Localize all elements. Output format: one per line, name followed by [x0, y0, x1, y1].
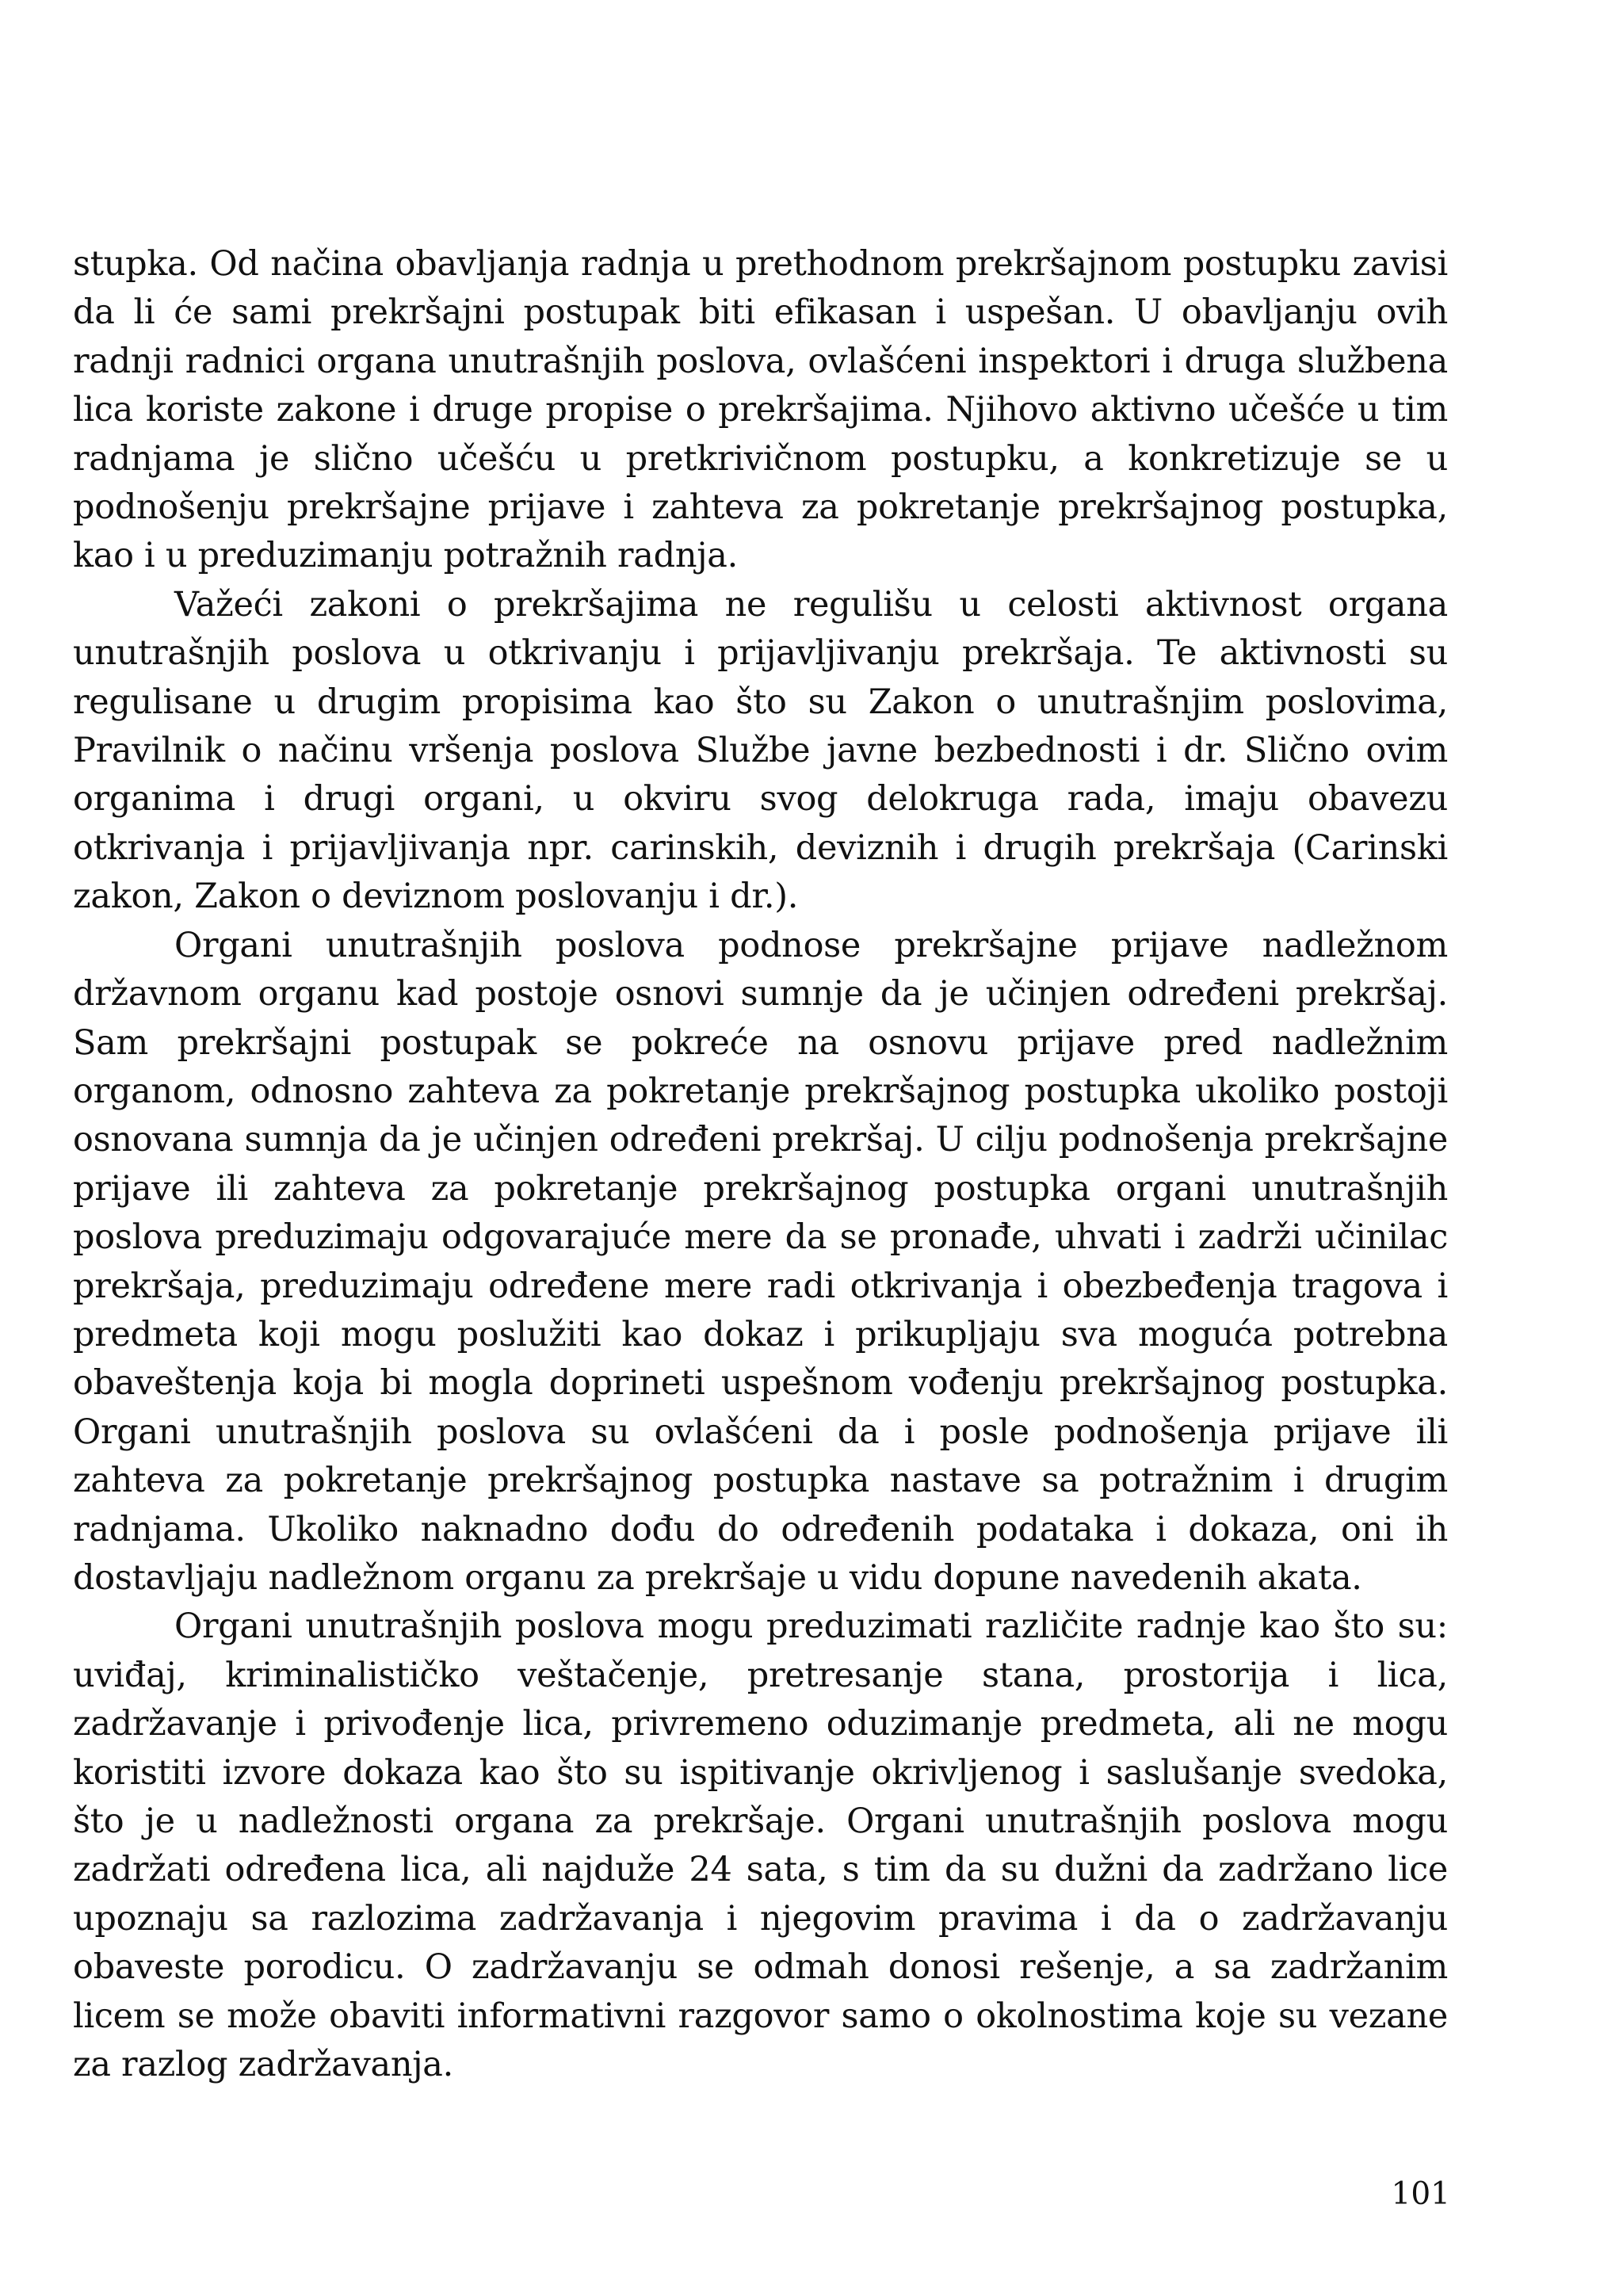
paragraph: Organi unutrašnjih poslova podnose prekršajne prijave nadležnom državnom organu kad postoje osnovi sumnje da je učinjen određeni prekršaj. Sam prekršajni postupak se pokreće na osnovu prijave pred nadležnim organom, odnosno zahteva za pokretanje prekršajnog postupka ukoliko postoji osnovana sumnja da je učinjen određeni prekršaj. U cilju podnošenja prekršajne prijave ili zahteva za pokretanje prekršajnog postupka organi unutrašnjih poslova preduzimaju odgovarajuće mere da se pronađe, uhvati i zadrži učinilac prekršaja, preduzimaju određene mere radi otkrivanja i obezbeđenja tragova i predmeta koji mogu poslužiti kao dokaz i prikupljaju sva moguća potrebna obaveštenja koja bi mogla doprineti uspešnom vođenju prekršajnog postupka. Organi unutrašnjih poslova su ovlašćeni da i posle podnošenja prijave ili zahteva za pokretanje prekršajnog postupka nastave sa potražnim i drugim radnjama. Ukoliko naknadno dođu do određenih podataka i dokaza, oni ih dostavljaju nadležnom organu za prekršaje u vidu dopune navedenih akata. — [73, 925, 1448, 1598]
page-number: 101 — [1391, 2176, 1450, 2212]
paragraph-continuation: stupka. Od načina obavljanja radnja u prethodnom prekršajnom postupku zavisi da li će sami prekršajni postupak biti efikasan i uspešan. U obavljanju ovih radnji radnici organa unutrašnjih poslova, ovlašćeni inspektori i druga službena lica koriste zakone i druge propise o prekršajima. Njihovo aktivno učešće u tim radnjama je slično učešću u pretkrivičnom postupku, a konkretizuje se u podnošenju prekršajne prijave i zahteva za pokretanje prekršajnog postupka, kao i u preduzimanju potražnih radnja. — [73, 244, 1448, 576]
paragraph: Važeći zakoni o prekršajima ne regulišu u celosti aktivnost organa unutrašnjih poslova u otkrivanju i prijavljivanju prekršaja. Te aktivnosti su regulisane u drugim propisima kao što su Zakon o unutrašnjim poslovima, Pravilnik o načinu vršenja poslova Službe javne bezbednosti i dr. Slično ovim organima i drugi organi, u okviru svog delokruga rada, imaju obavezu otkrivanja i prijavljivanja npr. carinskih, deviznih i drugih prekršaja (Carinski zakon, Zakon o deviznom poslovanju i dr.). — [73, 584, 1448, 917]
paragraph: Organi unutrašnjih poslova mogu preduzimati različite radnje kao što su: uviđaj, kriminalističko veštačenje, pretresanje stana, prostorija i lica, zadržavanje i privođenje lica, privremeno oduzimanje predmeta, ali ne mogu koristiti izvore dokaza kao što su ispitivanje okrivljenog i saslušanje svedoka, što je u nadležnosti organa za prekršaje. Organi unutrašnjih poslova mogu zadržati određena lica, ali najduže 24 sata, s tim da su dužni da zadržano lice upoznaju sa razlozima zadržavanja i njegovim pravima i da o zadržavanju obaveste porodicu. O zadržavanju se odmah donosi rešenje, a sa zadržanim licem se može obaviti informativni razgovor samo o okolnostima koje su vezane za razlog zadržavanja. — [73, 1606, 1448, 2085]
body-text — [73, 240, 1448, 2089]
